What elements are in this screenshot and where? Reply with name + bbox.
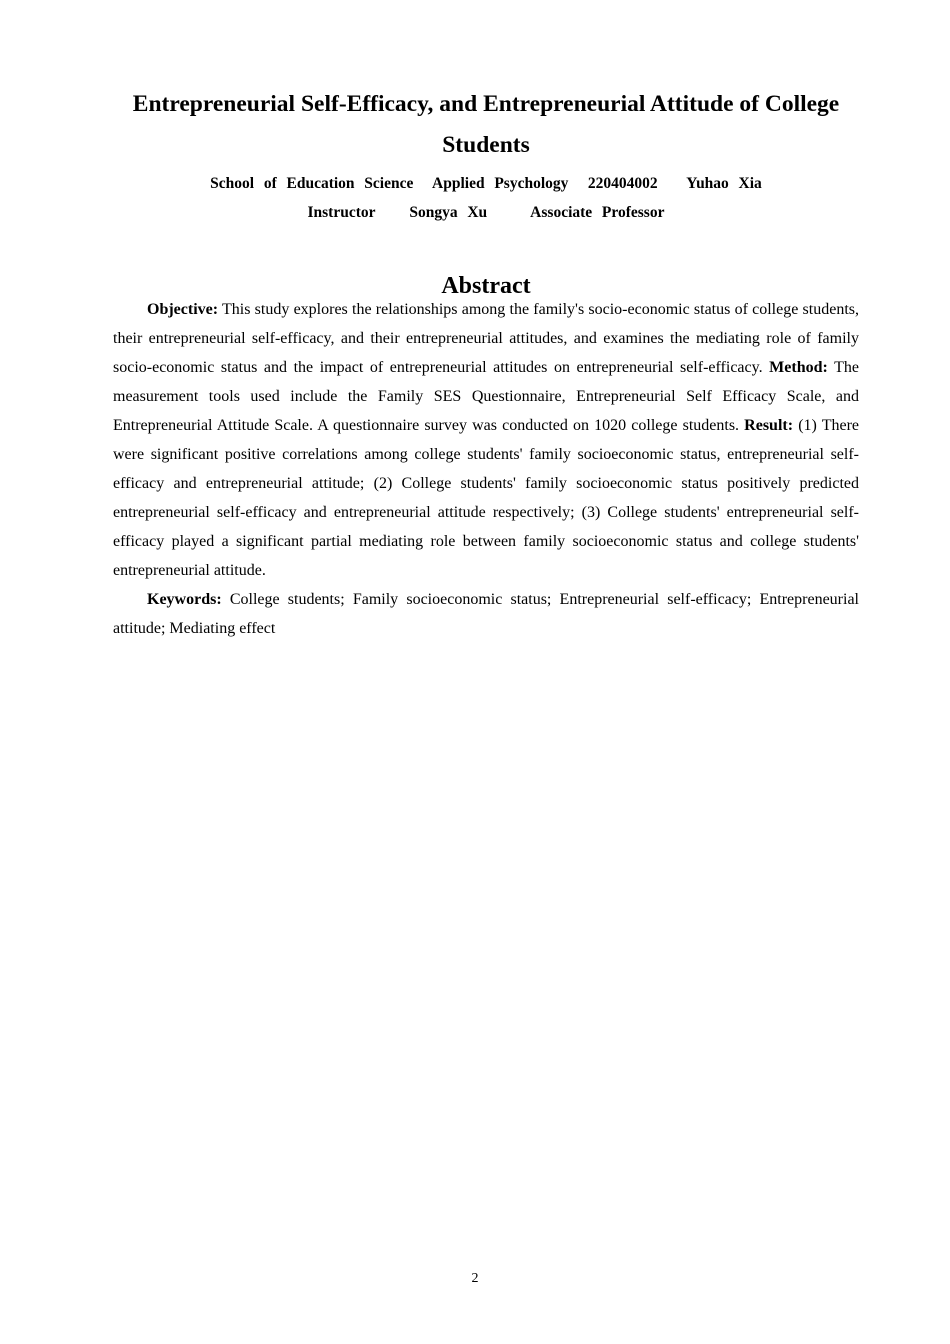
result-label: Result: [744, 417, 794, 434]
abstract-heading: Abstract [441, 273, 531, 299]
keywords-text: College students; Family socioeconomic status; Entrepreneurial self-efficacy; Entrepreneurial attitude; Mediating effect [113, 591, 859, 637]
result-text: (1) There were significant positive correlations among college students' family socioeconomic status, entrepreneurial self-efficacy and entrepreneurial attitude; (2) College students' family socioeconomic status positively predicted entrepreneurial self-efficacy and entrepreneurial attitude respectively; (3) College students' entrepreneurial self-efficacy played a significant partial mediating role between family socioeconomic status and college students' entrepreneurial attitude. [113, 417, 859, 579]
paper-title: Entrepreneurial Self-Efficacy, and Entrepreneurial Attitude of College Students [132, 91, 840, 158]
objective-label: Objective: [147, 301, 219, 318]
method-text: The measurement tools used include the Family SES Questionnaire, Entrepreneurial Self Efficacy Scale, and Entrepreneurial Attitude Scale. A questionnaire survey was conducted on 1020 college students. [113, 359, 859, 434]
abstract-paragraph [113, 295, 859, 585]
instructor-line: Instructor Songya Xu Associate Professor [307, 204, 665, 221]
author-affiliation-line: School of Education Science Applied Psychology 220404002 Yuhao Xia [210, 175, 762, 192]
objective-text: This study explores the relationships among the family's socio-economic status of college students, their entrepreneurial self-efficacy, and their entrepreneurial attitudes, and examines the mediating role of family socio-economic status and the impact of entrepreneurial attitudes on entrepreneurial self-efficacy. [113, 301, 859, 376]
abstract-body [113, 295, 859, 643]
page-number: 2 [471, 1271, 479, 1286]
keywords-label: Keywords: [147, 591, 222, 608]
keywords-paragraph [113, 585, 859, 643]
method-label: Method: [769, 359, 828, 376]
